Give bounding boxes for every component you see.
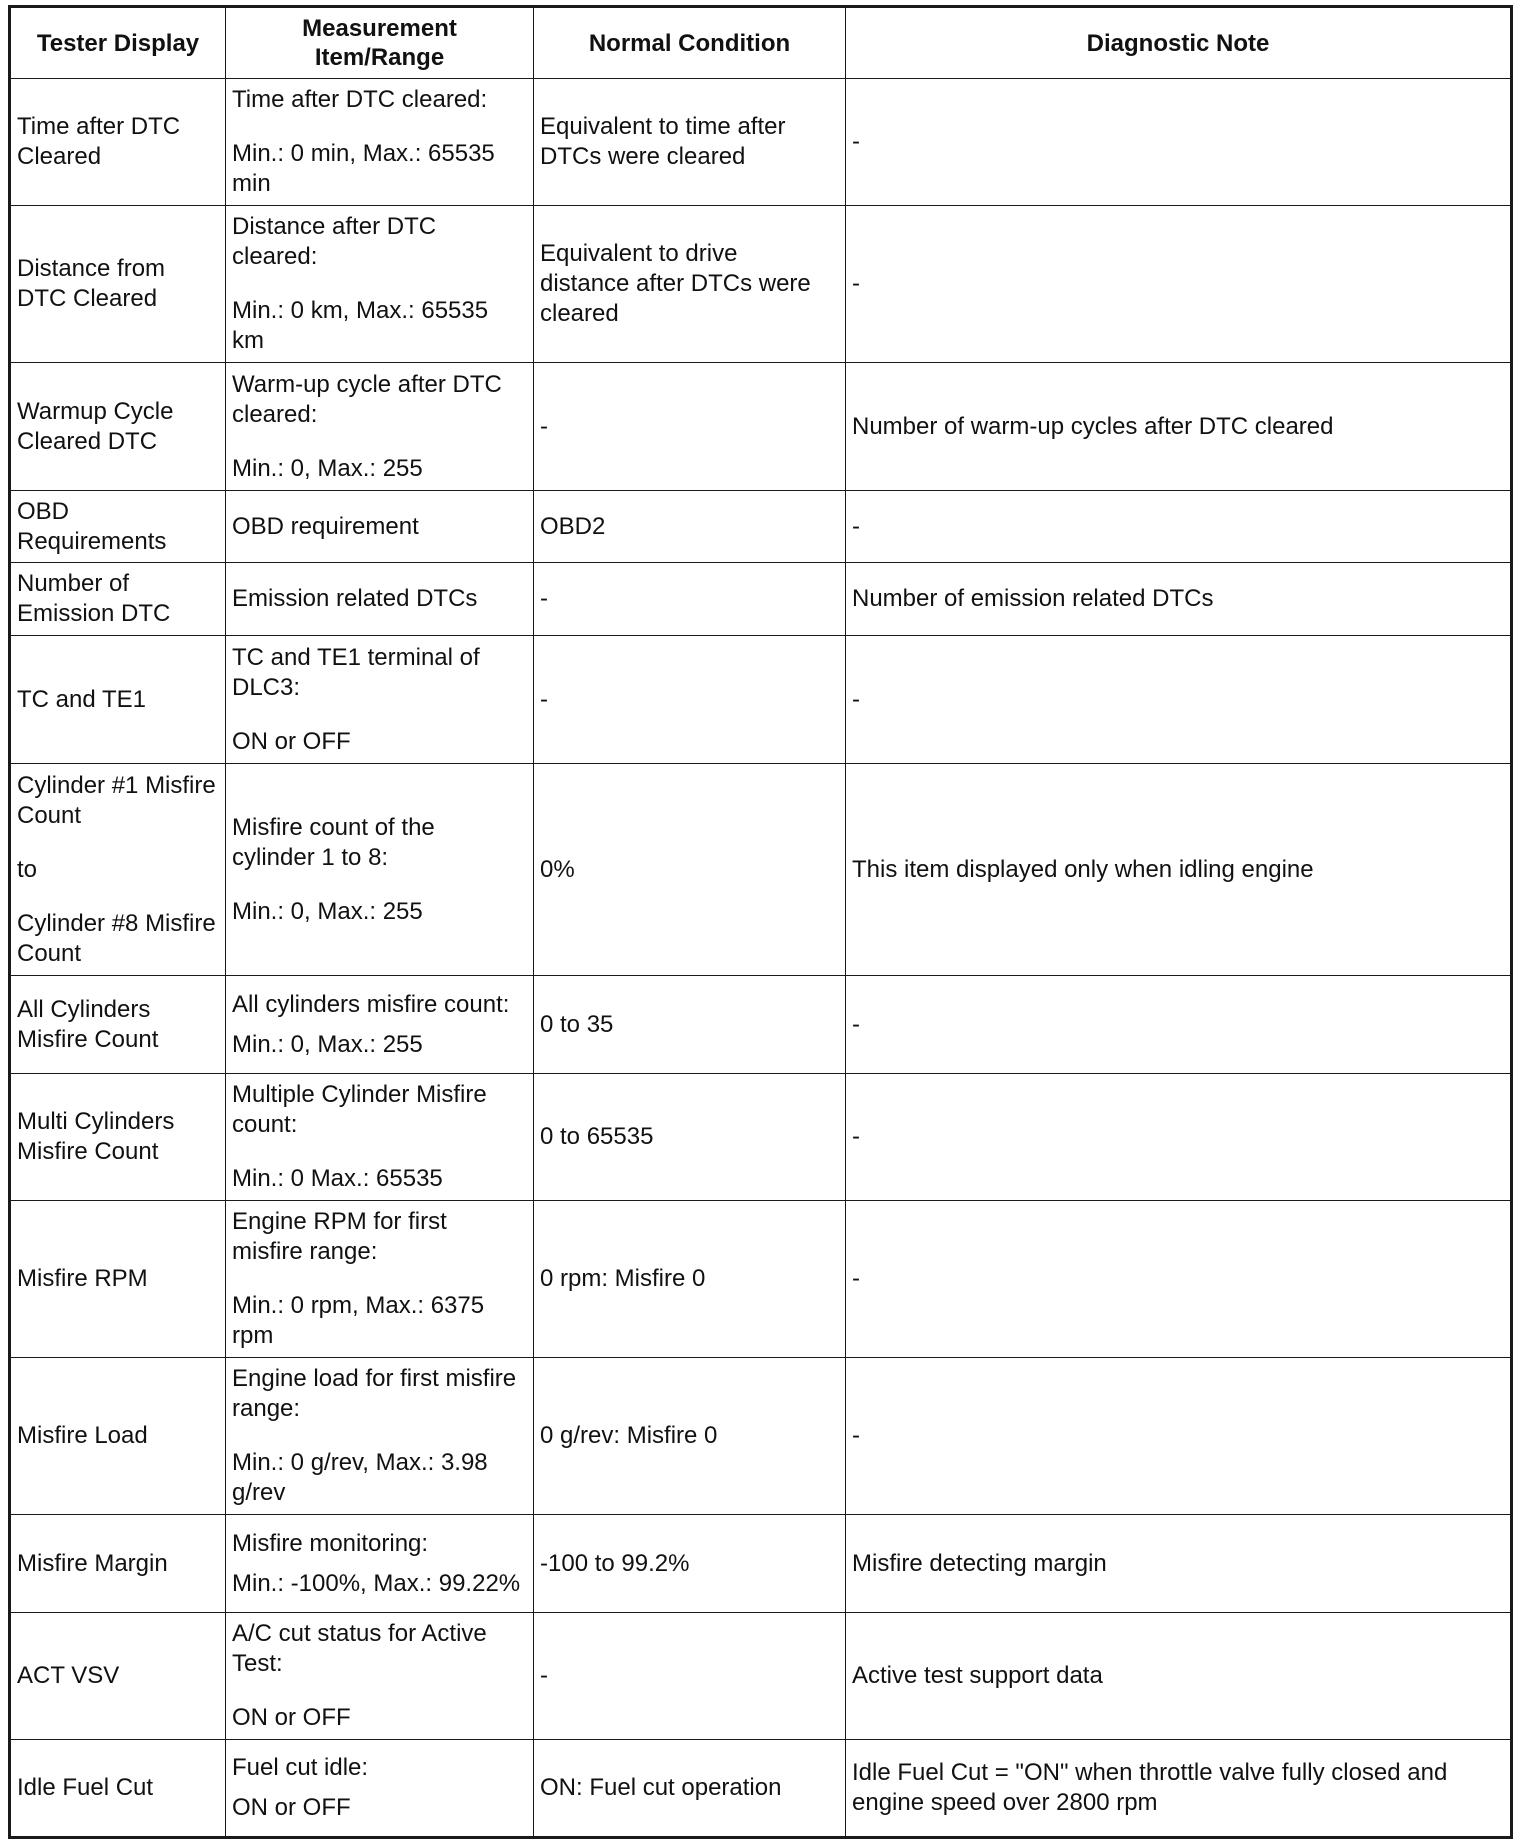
normal-condition-cell: 0 rpm: Misfire 0 — [534, 1201, 846, 1358]
header-measurement-item: Measurement Item/Range — [226, 7, 534, 79]
measurement-label: Misfire count of the cylinder 1 to 8: — [232, 813, 435, 871]
diagnostic-note-cell: Active test support data — [846, 1613, 1512, 1740]
measurement-label: A/C cut status for Active Test: — [232, 1620, 487, 1677]
measurement-label: Fuel cut idle: — [232, 1754, 369, 1781]
measurement-cell — [226, 1613, 534, 1740]
diagnostic-note-cell: - — [846, 1358, 1512, 1515]
measurement-range: Min.: 0 km, Max.: 65535 km — [232, 297, 489, 354]
header-normal-condition: Normal Condition — [534, 7, 846, 79]
table-row — [10, 1074, 1512, 1201]
diagnostic-note-cell: Number of emission related DTCs — [846, 563, 1512, 636]
normal-condition-cell: - — [534, 1613, 846, 1740]
tester-display-end: Cylinder #8 Misfire Count — [17, 909, 216, 967]
measurement-label: Emission related DTCs — [232, 585, 478, 612]
tester-display-cell: Multi Cylinders Misfire Count — [10, 1074, 226, 1201]
diagnostic-note-cell: - — [846, 636, 1512, 764]
table-row — [10, 764, 1512, 976]
measurement-range: Min.: 0 rpm, Max.: 6375 rpm — [232, 1292, 485, 1349]
measurement-range: Min.: 0, Max.: 255 — [232, 897, 423, 925]
measurement-cell — [226, 363, 534, 491]
normal-condition-cell: 0% — [534, 764, 846, 976]
table-row — [10, 563, 1512, 636]
measurement-cell — [226, 491, 534, 563]
data-list-table — [8, 5, 1513, 1839]
measurement-label: Multiple Cylinder Misfire count: — [232, 1081, 487, 1138]
measurement-label: All cylinders misfire count: — [232, 990, 510, 1018]
tester-display-cell: TC and TE1 — [10, 636, 226, 764]
tester-display-cell: Number of Emission DTC — [10, 563, 226, 636]
tester-display-cell: Time after DTC Cleared — [10, 79, 226, 206]
header-diagnostic-note: Diagnostic Note — [846, 7, 1512, 79]
diagnostic-note-cell: Misfire detecting margin — [846, 1515, 1512, 1613]
table-row — [10, 636, 1512, 764]
diagnostic-note-cell: - — [846, 1201, 1512, 1358]
measurement-range: Min.: 0 min, Max.: 65535 min — [232, 140, 495, 197]
tester-display-cell: Misfire Load — [10, 1358, 226, 1515]
table-row — [10, 1201, 1512, 1358]
measurement-cell — [226, 1740, 534, 1838]
measurement-cell — [226, 206, 534, 363]
normal-condition-cell: Equivalent to drive distance after DTCs were cleared — [534, 206, 846, 363]
normal-condition-cell: 0 g/rev: Misfire 0 — [534, 1358, 846, 1515]
table-header-row — [10, 7, 1512, 79]
tester-display-cell: ACT VSV — [10, 1613, 226, 1740]
measurement-label: OBD requirement — [232, 512, 419, 540]
measurement-range: ON or OFF — [232, 1704, 351, 1731]
diagnostic-note-cell: Number of warm-up cycles after DTC cleared — [846, 363, 1512, 491]
measurement-range: Min.: 0, Max.: 255 — [232, 1030, 423, 1058]
diagnostic-note-cell: - — [846, 206, 1512, 363]
measurement-range: ON or OFF — [232, 1794, 351, 1821]
measurement-cell — [226, 1358, 534, 1515]
tester-display-cell: OBD Requirements — [10, 491, 226, 563]
header-tester-display: Tester Display — [10, 7, 226, 79]
diagnostic-note-cell: This item displayed only when idling engine — [846, 764, 1512, 976]
measurement-range: Min.: 0, Max.: 255 — [232, 454, 423, 482]
diagnostic-note-cell: - — [846, 976, 1512, 1074]
normal-condition-cell: OBD2 — [534, 491, 846, 563]
measurement-label: Distance after DTC cleared: — [232, 213, 437, 270]
table-row — [10, 491, 1512, 563]
measurement-range: Min.: 0 g/rev, Max.: 3.98 g/rev — [232, 1449, 488, 1506]
table-row — [10, 363, 1512, 491]
normal-condition-cell: - — [534, 636, 846, 764]
diagnostic-note-cell: - — [846, 79, 1512, 206]
table-row — [10, 1358, 1512, 1515]
table-row — [10, 79, 1512, 206]
diagnostic-note-cell: Idle Fuel Cut = "ON" when throttle valve fully closed and engine speed over 2800 rpm — [846, 1740, 1512, 1838]
normal-condition-cell: - — [534, 363, 846, 491]
table-row — [10, 206, 1512, 363]
measurement-label: Engine RPM for first misfire range: — [232, 1208, 447, 1265]
normal-condition-cell: Equivalent to time after DTCs were cleared — [534, 79, 846, 206]
measurement-range: ON or OFF — [232, 727, 351, 755]
measurement-label: Time after DTC cleared: — [232, 86, 488, 113]
measurement-range: Min.: -100%, Max.: 99.22% — [232, 1569, 521, 1597]
measurement-cell — [226, 563, 534, 636]
tester-display-cell: Idle Fuel Cut — [10, 1740, 226, 1838]
measurement-label: Misfire monitoring: — [232, 1529, 429, 1557]
table-row — [10, 1740, 1512, 1838]
measurement-cell — [226, 1515, 534, 1613]
tester-display-cell: Misfire RPM — [10, 1201, 226, 1358]
measurement-label: Engine load for first misfire range: — [232, 1365, 517, 1422]
measurement-cell — [226, 1074, 534, 1201]
measurement-cell — [226, 764, 534, 976]
diagnostic-note-cell: - — [846, 491, 1512, 563]
normal-condition-cell: ON: Fuel cut operation — [534, 1740, 846, 1838]
normal-condition-cell: -100 to 99.2% — [534, 1515, 846, 1613]
table-row — [10, 1613, 1512, 1740]
tester-display-cell: Misfire Margin — [10, 1515, 226, 1613]
measurement-cell — [226, 1201, 534, 1358]
table-row — [10, 1515, 1512, 1613]
measurement-range: Min.: 0 Max.: 65535 — [232, 1165, 443, 1192]
measurement-cell — [226, 79, 534, 206]
table-row — [10, 976, 1512, 1074]
tester-display-cell: Distance from DTC Cleared — [10, 206, 226, 363]
measurement-cell — [226, 976, 534, 1074]
measurement-label: TC and TE1 terminal of DLC3: — [232, 643, 480, 701]
diagnostic-note-cell: - — [846, 1074, 1512, 1201]
normal-condition-cell: 0 to 35 — [534, 976, 846, 1074]
tester-display-cell — [10, 764, 226, 976]
tester-display-cell: Warmup Cycle Cleared DTC — [10, 363, 226, 491]
tester-display-start: Cylinder #1 Misfire Count — [17, 771, 216, 829]
normal-condition-cell: 0 to 65535 — [534, 1074, 846, 1201]
normal-condition-cell: - — [534, 563, 846, 636]
measurement-label: Warm-up cycle after DTC cleared: — [232, 370, 502, 428]
measurement-cell — [226, 636, 534, 764]
tester-display-cell: All Cylinders Misfire Count — [10, 976, 226, 1074]
tester-display-range-word: to — [17, 855, 38, 883]
